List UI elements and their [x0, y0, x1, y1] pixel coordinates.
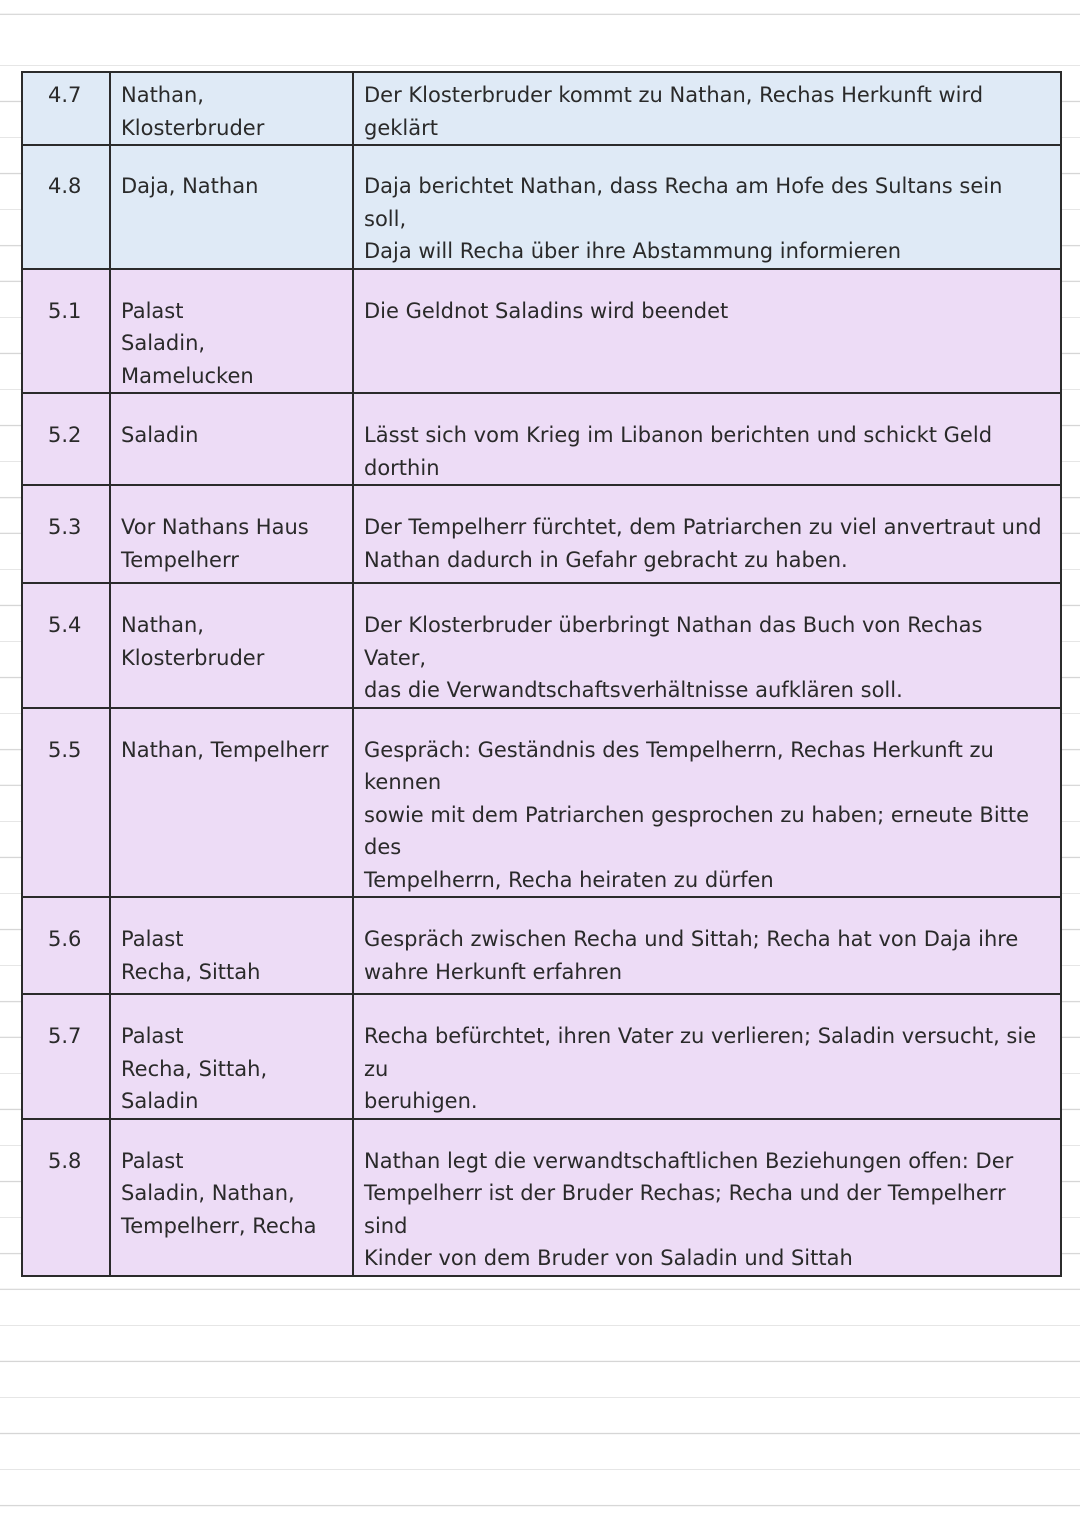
scene-summary: Die Geldnot Saladins wird beendet	[353, 269, 1061, 394]
scene-characters: Palast Saladin, Mamelucken	[110, 269, 353, 394]
table-row	[22, 269, 1061, 394]
scene-summary: Der Klosterbruder kommt zu Nathan, Rechas Herkunft wird geklärt	[353, 72, 1061, 145]
scene-number: 4.8	[22, 145, 110, 269]
scene-summary: Lässt sich vom Krieg im Libanon berichten und schickt Geld dorthin	[353, 393, 1061, 485]
table-row	[22, 1119, 1061, 1276]
scene-characters: Nathan, Klosterbruder	[110, 583, 353, 708]
scene-summary: Daja berichtet Nathan, dass Recha am Hofe des Sultans sein soll, Daja will Recha über ihre Abstammung informieren	[353, 145, 1061, 269]
table-row	[22, 897, 1061, 994]
scene-summary: Recha befürchtet, ihren Vater zu verlieren; Saladin versucht, sie zu beruhigen.	[353, 994, 1061, 1119]
scene-characters: Palast Saladin, Nathan, Tempelherr, Recha	[110, 1119, 353, 1276]
table-row	[22, 994, 1061, 1119]
scene-summary: Gespräch zwischen Recha und Sittah; Recha hat von Daja ihre wahre Herkunft erfahren	[353, 897, 1061, 994]
table-row	[22, 145, 1061, 269]
table-row	[22, 583, 1061, 708]
scene-number: 5.8	[22, 1119, 110, 1276]
scene-number: 5.3	[22, 485, 110, 583]
scene-summary: Der Tempelherr fürchtet, dem Patriarchen zu viel anvertraut und Nathan dadurch in Gefahr gebracht zu haben.	[353, 485, 1061, 583]
scene-number: 5.1	[22, 269, 110, 394]
scene-characters: Palast Recha, Sittah, Saladin	[110, 994, 353, 1119]
scene-characters: Saladin	[110, 393, 353, 485]
scene-summary: Gespräch: Geständnis des Tempelherrn, Rechas Herkunft zu kennen sowie mit dem Patriarchen gesprochen zu haben; erneute Bitte des Tempelherrn, Recha heiraten zu dürfen	[353, 708, 1061, 898]
table-row	[22, 708, 1061, 898]
table-row	[22, 393, 1061, 485]
scene-summary: Nathan legt die verwandtschaftlichen Beziehungen offen: Der Tempelherr ist der Bruder Rechas; Recha und der Tempelherr sind Kinder von dem Bruder von Saladin und Sittah	[353, 1119, 1061, 1276]
scene-number: 5.5	[22, 708, 110, 898]
scene-summary: Der Klosterbruder überbringt Nathan das Buch von Rechas Vater, das die Verwandtschaftsverhältnisse aufklären soll.	[353, 583, 1061, 708]
scene-characters: Nathan, Klosterbruder	[110, 72, 353, 145]
scene-number: 5.2	[22, 393, 110, 485]
scene-characters: Nathan, Tempelherr	[110, 708, 353, 898]
scene-characters: Vor Nathans Haus Tempelherr	[110, 485, 353, 583]
table-row	[22, 72, 1061, 145]
scene-table	[21, 71, 1062, 1277]
scene-characters: Palast Recha, Sittah	[110, 897, 353, 994]
scene-number: 5.4	[22, 583, 110, 708]
scene-number: 5.6	[22, 897, 110, 994]
scene-number: 5.7	[22, 994, 110, 1119]
table-row	[22, 485, 1061, 583]
scene-characters: Daja, Nathan	[110, 145, 353, 269]
scene-number: 4.7	[22, 72, 110, 145]
